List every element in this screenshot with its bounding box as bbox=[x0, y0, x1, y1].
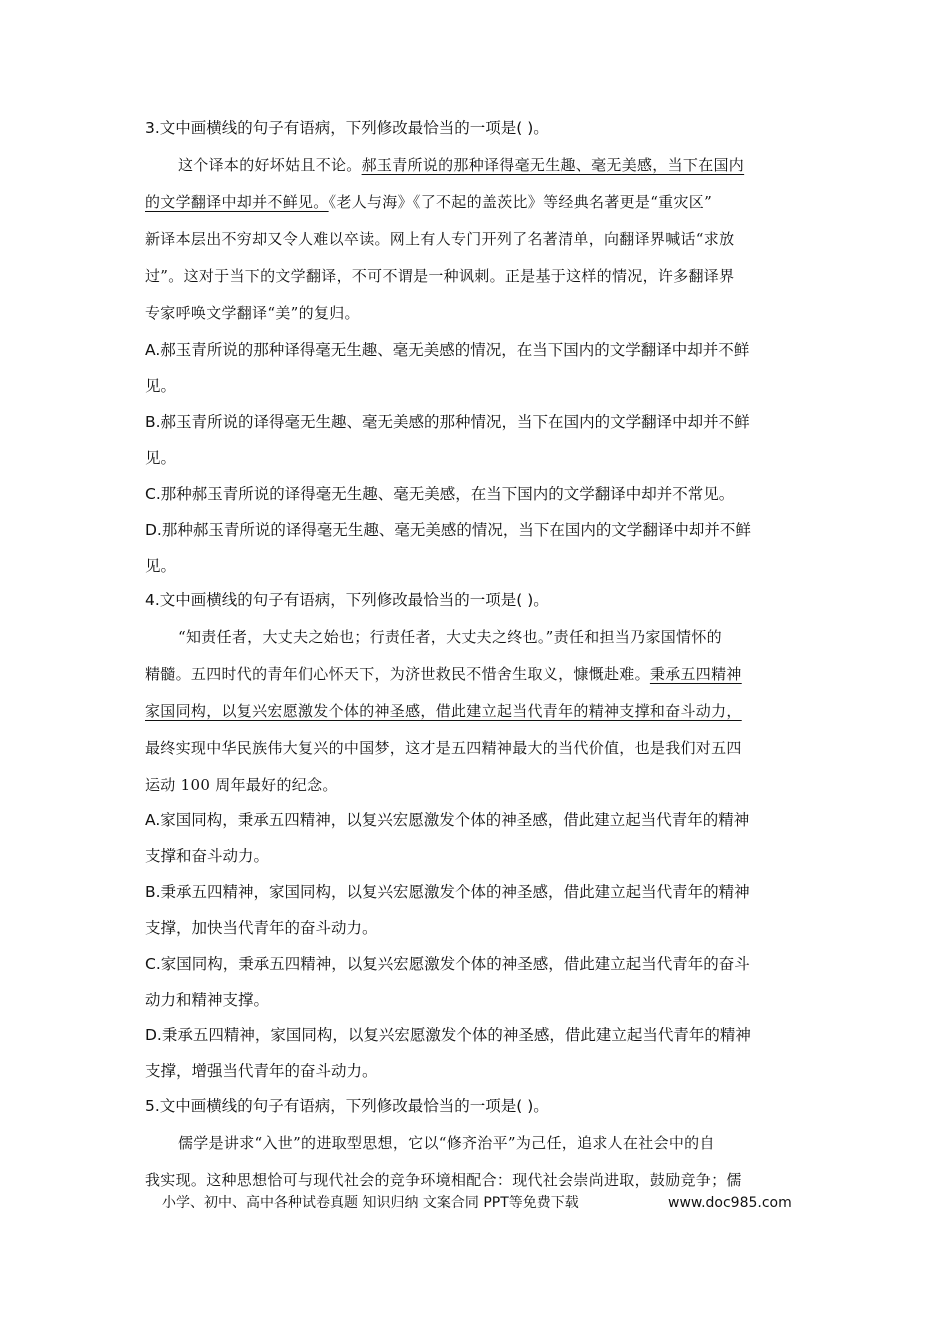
q3-option-d: D.那种郝玉青所说的译得毫无生趣、毫无美感的情况，当下在国内的文学翻译中却并不鲜 bbox=[145, 521, 751, 539]
q5-passage-line-2: 我实现。这种思想恰可与现代社会的竞争环境相配合：现代社会崇尚进取，鼓励竞争；儒 bbox=[145, 1171, 742, 1189]
q4-option-d: D.秉承五四精神，家国同构，以复兴宏愿激发个体的神圣感，借此建立起当代青年的精神 bbox=[145, 1026, 751, 1044]
q4-underlined-sentence-part-2: 家国同构，以复兴宏愿激发个体的神圣感，借此建立起当代青年的精神支撑和奋斗动力， bbox=[145, 702, 742, 720]
q3-option-a: A.郝玉青所说的那种译得毫无生趣、毫无美感的情况，在当下国内的文学翻译中却并不鲜 bbox=[145, 341, 750, 359]
q4-option-c-cont: 动力和精神支撑。 bbox=[145, 991, 270, 1009]
q4-passage-line-4: 最终实现中华民族伟大复兴的中国梦，这才是五四精神最大的当代价值，也是我们对五四 bbox=[145, 739, 742, 757]
q3-passage-line-4: 过”。这对于当下的文学翻译，不可不谓是一种讽刺。正是基于这样的情况，许多翻译界 bbox=[145, 267, 735, 285]
q3-option-a-cont: 见。 bbox=[145, 377, 177, 395]
q4-option-b: B.秉承五四精神，家国同构，以复兴宏愿激发个体的神圣感，借此建立起当代青年的精神 bbox=[145, 883, 750, 901]
q3-passage-line-2: 的文学翻译中却并不鲜见。《老人与海》《了不起的盖茨比》等经典名著更是“重灾区” bbox=[145, 193, 713, 211]
q3-option-d-cont: 见。 bbox=[145, 557, 177, 575]
q3-underlined-sentence-part-1: 郝玉青所说的那种译得毫无生趣、毫无美感，当下在国内 bbox=[361, 156, 745, 174]
q4-option-d-cont: 支撑，增强当代青年的奋斗动力。 bbox=[145, 1062, 378, 1080]
q3-passage-line-5: 专家呼唤文学翻译“美”的复归。 bbox=[145, 304, 360, 322]
question-4-stem: 4.文中画横线的句子有语病，下列修改最恰当的一项是( )。 bbox=[145, 591, 549, 609]
q5-passage-line-1: 儒学是讲求“入世”的进取型思想，它以“修齐治平”为己任，追求人在社会中的自 bbox=[178, 1134, 715, 1152]
footer-description: 小学、初中、高中各种试卷真题 知识归纳 文案合同 PPT等免费下载 bbox=[162, 1195, 579, 1211]
q4-passage-line-1: “知责任者，大丈夫之始也；行责任者，大丈夫之终也。”责任和担当乃家国情怀的 bbox=[178, 628, 722, 646]
q4-option-a-cont: 支撑和奋斗动力。 bbox=[145, 847, 270, 865]
q4-option-b-cont: 支撑，加快当代青年的奋斗动力。 bbox=[145, 919, 378, 937]
q4-option-a: A.家国同构，秉承五四精神，以复兴宏愿激发个体的神圣感，借此建立起当代青年的精神 bbox=[145, 811, 750, 829]
q3-passage-line-3: 新译本层出不穷却又令人难以卒读。网上有人专门开列了名著清单，向翻译界喊话“求放 bbox=[145, 230, 735, 248]
q4-underlined-sentence-part-1: 秉承五四精神 bbox=[649, 665, 742, 683]
q3-option-b: B.郝玉青所说的译得毫无生趣、毫无美感的那种情况，当下在国内的文学翻译中却并不鲜 bbox=[145, 413, 750, 431]
q3-option-b-cont: 见。 bbox=[145, 449, 177, 467]
q4-passage-line-3 bbox=[145, 701, 742, 721]
question-3-stem: 3.文中画横线的句子有语病，下列修改最恰当的一项是( )。 bbox=[145, 119, 549, 137]
q3-passage-line-1: 这个译本的好坏姑且不论。郝玉青所说的那种译得毫无生趣、毫无美感，当下在国内 bbox=[178, 156, 745, 174]
question-5-stem: 5.文中画横线的句子有语病，下列修改最恰当的一项是( )。 bbox=[145, 1097, 549, 1115]
q3-option-c: C.那种郝玉青所说的译得毫无生趣、毫无美感，在当下国内的文学翻译中却并不常见。 bbox=[145, 485, 735, 503]
q4-option-c: C.家国同构，秉承五四精神，以复兴宏愿激发个体的神圣感，借此建立起当代青年的奋斗 bbox=[145, 955, 750, 973]
q4-passage-line-5: 运动 100 周年最好的纪念。 bbox=[145, 776, 338, 794]
q3-underlined-sentence-part-2: 的文学翻译中却并不鲜见。 bbox=[145, 193, 329, 211]
q4-passage-line-2: 精髓。五四时代的青年们心怀天下，为济世救民不惜舍生取义，慷慨赴难。秉承五四精神 bbox=[145, 665, 742, 683]
footer-website: www.doc985.com bbox=[668, 1195, 792, 1211]
